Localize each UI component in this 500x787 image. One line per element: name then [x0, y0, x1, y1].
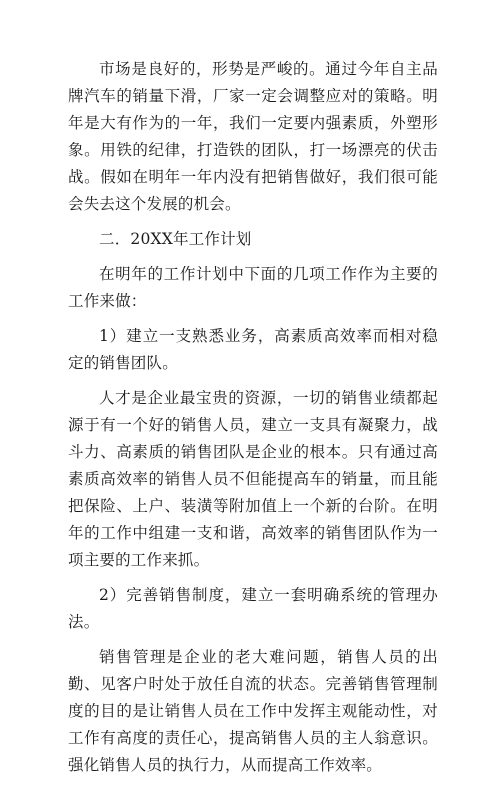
paragraph-sales-management: 销售管理是企业的老大难问题，销售人员的出勤、见客户时处于放任自流的状态。完善销售管理制度的目的是让销售人员在工作中发挥主观能动性，对工作有高度的责任心，提高销售人员的主人翁意识。强化销售人员的执行力，从而提高工作效率。 — [68, 648, 438, 774]
paragraph-talent: 人才是企业最宝贵的资源，一切的销售业绩都起源于有一个好的销售人员，建立一支具有凝聚力，战斗力、高素质的销售团队是企业的根本。只有通过高素质高效率的销售人员不但能提高车的销量，而且能把保险、上户、装潢等附加值上一个新的台阶。在明年的工作中组建一支和谐，高效率的销售团队作为一项主要的工作来抓。 — [68, 389, 438, 569]
paragraph-item-1-heading: 1）建立一支熟悉业务，高素质高效率而相对稳定的销售团队。 — [68, 327, 438, 372]
paragraph-plan-intro: 在明年的工作计划中下面的几项工作作为主要的工作来做： — [68, 265, 438, 310]
paragraph-market-situation: 市场是良好的，形势是严峻的。通过今年自主品牌汽车的销量下滑，厂家一定会调整应对的策略。明年是大有作为的一年，我们一定要内强素质，外塑形象。用铁的纪律，打造铁的团队，打一场漂亮的伏击战。假如在明年一年内没有把销售做好，我们很可能会失去这个发展的机会。 — [68, 60, 438, 213]
paragraph-item-2-heading: 2）完善销售制度，建立一套明确系统的管理办法。 — [68, 586, 438, 631]
section-heading-work-plan: 二．20XX年工作计划 — [99, 230, 252, 248]
document-body — [68, 56, 438, 787]
